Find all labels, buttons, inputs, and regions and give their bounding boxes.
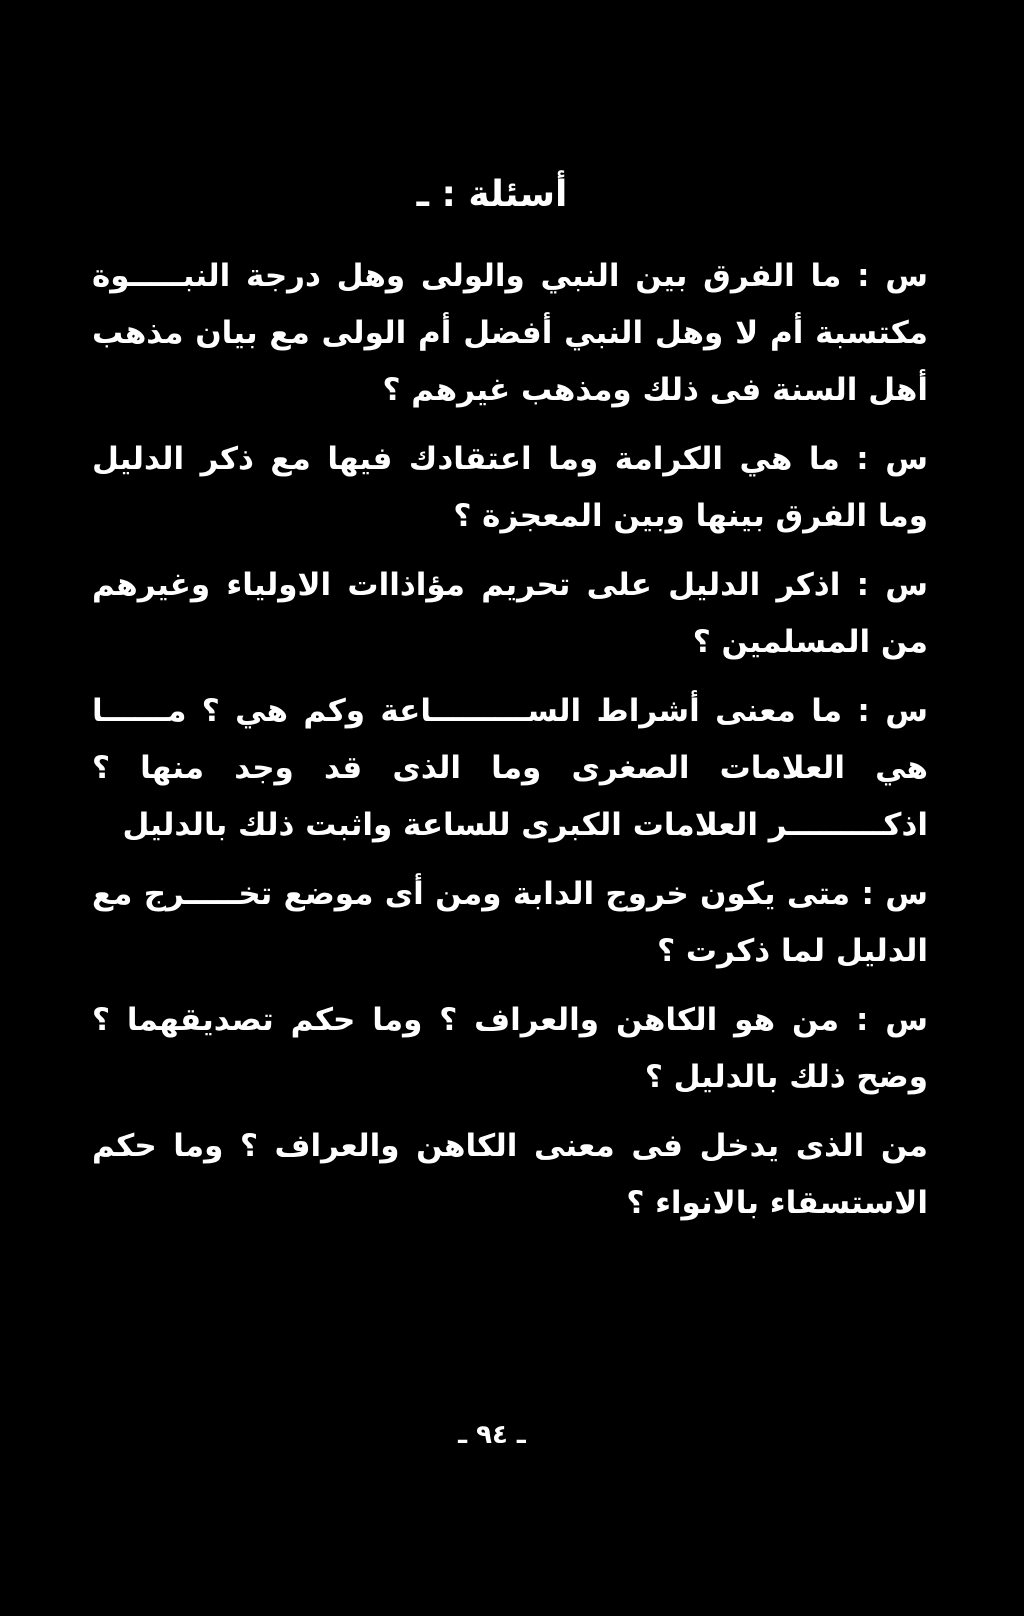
question-paragraph: من الذى يدخل فى معنى الكاهن والعراف ؟ وما حكم الاستسقاء بالانواء ؟ [92,1128,928,1221]
section-heading-text: أسئلة : ـ [416,174,568,215]
question-paragraph: س : ما هي الكرامة وما اعتقادك فيها مع ذكر الدليل وما الفرق بينها وبين المعجزة ؟ [92,441,928,534]
page-number [0,1418,1024,1452]
question-paragraph: س : من هو الكاهن والعراف ؟ وما حكم تصديقهما ؟ وضح ذلك بالدليل ؟ [92,1002,928,1095]
page-number-text: ـ ٩٤ ـ [458,1420,526,1450]
questions-list [92,248,928,1244]
question-paragraph: س : متى يكون خروج الدابة ومن أى موضع تخـــــرج مع الدليل لما ذكرت ؟ [92,876,928,969]
section-heading [0,170,1024,220]
question-paragraph: س : ما معنى أشراط الســـــــــاعة وكم هي ؟ مــــــا هي العلامات الصغرى وما الذى قد وجد منها ؟ اذكـــــــــر العلامات الكبرى للساعة واثبت ذلك بالدليل [92,693,928,843]
question-paragraph: س : ما الفرق بين النبي والولى وهل درجة النبـــــوة مكتسبة أم لا وهل النبي أفضل أم الولى مع بيان مذهب أهل السنة فى ذلك ومذهب غيرهم ؟ [92,258,928,408]
question-paragraph: س : اذكر الدليل على تحريم مؤاذاات الاولياء وغيرهم من المسلمين ؟ [92,567,928,660]
